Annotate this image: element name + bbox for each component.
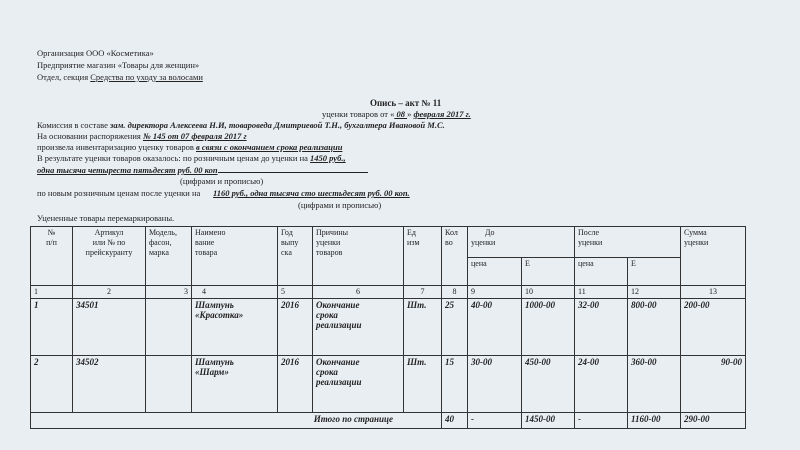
subtitle-mid: » — [407, 109, 414, 119]
col-num: 13 — [681, 286, 746, 299]
enterprise-line: Предприятие магазин «Товары для женщин» — [37, 60, 200, 70]
col-header-model: Модель, фасон, марка — [146, 227, 192, 286]
cell-name: Шампунь «Красотка» — [192, 299, 278, 356]
total-label: Итого по странице — [31, 413, 442, 429]
dept-label: Отдел, секция — [37, 72, 91, 82]
table-row — [31, 299, 746, 356]
cell-price-before: 40-00 — [468, 299, 522, 356]
col-num: 6 — [313, 286, 404, 299]
cell-year: 2016 — [278, 356, 313, 413]
subtitle-day: 08 — [394, 109, 408, 119]
col-num: 3 — [146, 286, 192, 299]
col-num: 9 — [468, 286, 522, 299]
col-header-name: Наимено вание товара — [192, 227, 278, 286]
doc-title: Опись – акт № 11 — [370, 98, 442, 108]
cell-no: 2 — [31, 356, 73, 413]
cell-reason: Окончание срока реализации — [313, 356, 404, 413]
result-value: 1450 руб., — [310, 153, 346, 163]
cell-sum-before: 1000-00 — [522, 299, 575, 356]
cell-qty: 15 — [442, 356, 468, 413]
words-hint-2: (цифрами и прописью) — [298, 200, 382, 210]
words-hint-1: (цифрами и прописью) — [180, 176, 264, 186]
total-price-after: - — [575, 413, 628, 429]
col-header-reason: Причины уценки товаров — [313, 227, 404, 286]
basis-label: На основании распоряжения — [37, 131, 143, 141]
subtitle-date: февраля 2017 г. — [413, 109, 471, 119]
org-line: Организация ООО «Косметика» — [37, 48, 154, 58]
subheader-price-after: цена — [575, 258, 628, 286]
col-header-article: Артикул или № по прейскуранту — [73, 227, 146, 286]
total-row — [31, 413, 746, 429]
inventory-table — [30, 226, 746, 429]
cell-no: 1 — [31, 299, 73, 356]
col-num: 4 — [192, 286, 278, 299]
total-diff: 290-00 — [681, 413, 746, 429]
cell-price-after: 32-00 — [575, 299, 628, 356]
col-num: 7 — [404, 286, 442, 299]
cell-article: 34501 — [73, 299, 146, 356]
cell-article: 34502 — [73, 356, 146, 413]
cell-name: Шампунь «Шарм» — [192, 356, 278, 413]
cell-qty: 25 — [442, 299, 468, 356]
inventory-line — [37, 142, 342, 152]
col-header-qty: Кол во — [442, 227, 468, 286]
after-line — [37, 188, 410, 198]
commission-line — [37, 120, 445, 130]
table-header-row — [31, 227, 746, 258]
commission-label: Комиссия в составе — [37, 120, 110, 130]
inventory-label: произвела инвентаризацию уценку товаров — [37, 142, 196, 152]
words-line-1 — [37, 164, 368, 175]
total-sum-after: 1160-00 — [628, 413, 681, 429]
col-header-sum: Сумма уценки — [681, 227, 746, 286]
cell-sum-after: 800-00 — [628, 299, 681, 356]
cell-price-after: 24-00 — [575, 356, 628, 413]
subheader-price-before: цена — [468, 258, 522, 286]
col-header-after: После уценки — [575, 227, 681, 258]
col-num: 10 — [522, 286, 575, 299]
after-label: по новым розничным ценам после уценки на — [37, 188, 203, 198]
subheader-total-after: Е — [628, 258, 681, 286]
cell-model — [146, 299, 192, 356]
cell-price-before: 30-00 — [468, 356, 522, 413]
cell-model — [146, 356, 192, 413]
cell-year: 2016 — [278, 299, 313, 356]
cell-diff: 200-00 — [681, 299, 746, 356]
subheader-total-before: Е — [522, 258, 575, 286]
words-value-1: одна тысяча четыреста пятьдесят руб. 00 коп — [37, 165, 218, 175]
col-header-year: Год выпу ска — [278, 227, 313, 286]
cell-sum-after: 360-00 — [628, 356, 681, 413]
doc-subtitle — [322, 109, 471, 119]
cell-reason: Окончание срока реализации — [313, 299, 404, 356]
table-row — [31, 356, 746, 413]
col-num: 5 — [278, 286, 313, 299]
col-num: 2 — [73, 286, 146, 299]
cell-sum-before: 450-00 — [522, 356, 575, 413]
col-num: 1 — [31, 286, 73, 299]
subtitle-prefix: уценки товаров от « — [322, 109, 395, 119]
cell-unit: Шт. — [404, 299, 442, 356]
col-header-before: До уценки — [468, 227, 575, 258]
total-price-before: - — [468, 413, 522, 429]
basis-value: № 145 от 07 февраля 2017 г — [142, 131, 247, 141]
dept-value: Средства по уходу за волосами — [90, 72, 203, 82]
total-sum-before: 1450-00 — [522, 413, 575, 429]
col-num: 12 — [628, 286, 681, 299]
basis-line — [37, 131, 247, 141]
cell-unit: Шт. — [404, 356, 442, 413]
col-header-unit: Ед изм — [404, 227, 442, 286]
col-header-no: № п/п — [31, 227, 73, 286]
column-number-row — [31, 286, 746, 299]
result-label: В результате уценки товаров оказалось: по розничным ценам до уценки на — [37, 153, 311, 163]
inventory-value: в связи с окончанием срока реализации — [195, 142, 343, 152]
cell-diff: 90-00 — [681, 356, 746, 413]
commission-value: зам. директора Алексеева Н.И, товароведа Дмитриевой Т.Н., бухгалтера Ивановой М.С. — [110, 120, 445, 130]
dept-line — [37, 72, 203, 82]
total-qty: 40 — [442, 413, 468, 429]
col-num: 11 — [575, 286, 628, 299]
result-line — [37, 153, 346, 163]
relabel-line: Уцененные товары перемаркированы. — [37, 213, 175, 223]
col-num: 8 — [442, 286, 468, 299]
after-value: 1160 руб., одна тысяча сто шестьдесят руб. 00 коп. — [213, 188, 410, 198]
